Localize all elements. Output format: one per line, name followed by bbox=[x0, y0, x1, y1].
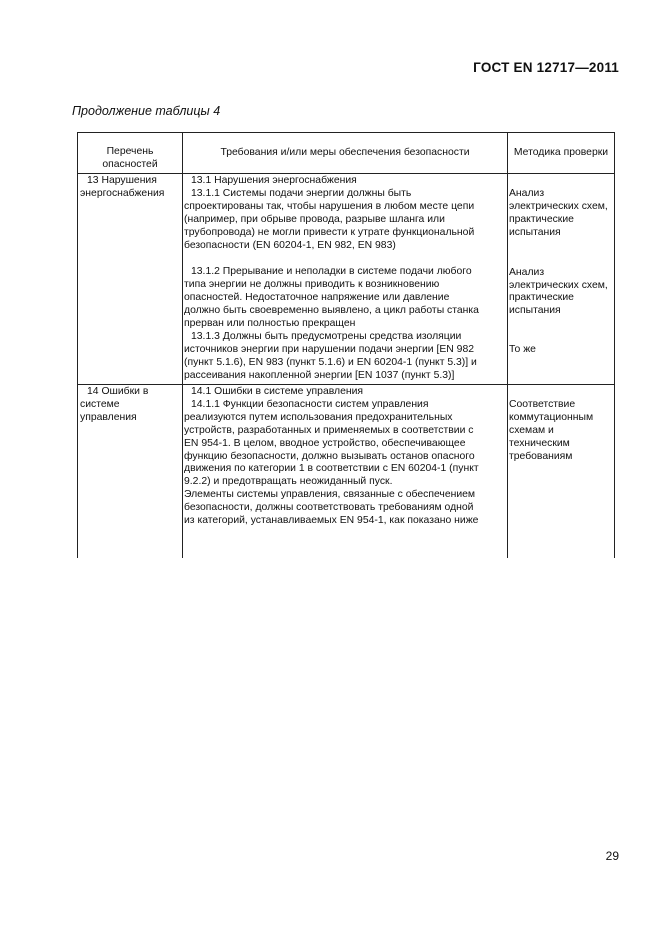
requirement-line: 9.2.2) и предотвращать неожиданный пуск. bbox=[184, 476, 393, 488]
hazard-cell bbox=[78, 385, 183, 558]
requirement-line: источников энергии при нарушении подачи энергии [EN 982 bbox=[184, 343, 475, 355]
verification-line: Анализ bbox=[509, 266, 545, 278]
verification-cell bbox=[508, 385, 615, 558]
requirement-line: (например, при обрыве провода, разрыве шланга или bbox=[184, 213, 445, 225]
verification-line: практические bbox=[509, 292, 574, 304]
hazard-text-line: 13 Нарушения bbox=[87, 175, 157, 186]
table-caption: Продолжение таблицы 4 bbox=[72, 104, 221, 118]
requirements-cell bbox=[183, 174, 508, 385]
requirement-line: (пункт 5.1.6), EN 983 (пункт 5.1.6) и EN 60204-1 (пункт 5.3)] и bbox=[184, 356, 477, 368]
requirement-line: 13.1 Нарушения энергоснабжения bbox=[191, 175, 357, 186]
requirement-line: движения по категории 1 в соответствии с EN 60204-1 (пункт bbox=[184, 463, 479, 475]
verification-line: практические bbox=[509, 213, 574, 225]
requirement-line: 13.1.2 Прерывание и неполадки в системе подачи любого bbox=[191, 266, 472, 278]
column-header-requirements-label: Требования и/или меры обеспечения безопасности bbox=[220, 146, 470, 158]
verification-line: техническим bbox=[509, 437, 570, 449]
column-header-verification bbox=[508, 133, 615, 174]
requirement-line: 13.1.1 Системы подачи энергии должны быть bbox=[191, 187, 412, 199]
requirement-line: безопасности (EN 60204-1, EN 982, EN 983) bbox=[184, 239, 396, 251]
requirement-line: реализуются путем использования предохранительных bbox=[184, 411, 453, 423]
verification-line: электрических схем, bbox=[509, 279, 608, 291]
verification-line: То же bbox=[509, 344, 536, 356]
requirement-line: 14.1 Ошибки в системе управления bbox=[191, 386, 364, 397]
verification-line: Анализ bbox=[509, 188, 545, 199]
requirement-line: устройств, разработанных и применяемых в соответствии с bbox=[184, 424, 474, 436]
safety-requirements-table bbox=[77, 132, 614, 556]
requirement-line: из категорий, устанавливаемых EN 954-1, как показано ниже bbox=[184, 515, 479, 527]
requirement-line: безопасности, должны соответствовать требованиям одной bbox=[184, 502, 474, 514]
table-row bbox=[78, 385, 615, 558]
requirement-line: опасностей. Недостаточное напряжение или давление bbox=[184, 292, 450, 304]
hazard-cell bbox=[78, 174, 183, 385]
column-header-hazards bbox=[78, 133, 183, 174]
verification-cell bbox=[508, 174, 615, 385]
hazard-text-line: энергоснабжения bbox=[80, 187, 165, 199]
verification-line: электрических схем, bbox=[509, 200, 608, 212]
requirement-line: трубопровода) не могли привести к утрате функциональной bbox=[184, 226, 475, 238]
document-id: ГОСТ EN 12717—2011 bbox=[473, 60, 619, 75]
requirement-line: спроектированы так, чтобы нарушения в любом месте цепи bbox=[184, 200, 475, 212]
verification-line: Соответствие bbox=[509, 399, 576, 410]
verification-line: испытания bbox=[509, 305, 561, 317]
requirement-line: прерван или полностью прекращен bbox=[184, 318, 356, 330]
requirement-line: рассеивания накопленной энергии [EN 1037 (пункт 5.3)] bbox=[184, 369, 455, 381]
verification-line: испытания bbox=[509, 226, 561, 238]
hazard-text-line: системе bbox=[80, 398, 120, 410]
requirement-line: Элементы системы управления, связанные с обеспечением bbox=[184, 489, 476, 501]
verification-line: требованиям bbox=[509, 450, 573, 462]
verification-line: коммутационным bbox=[509, 411, 594, 423]
requirements-table bbox=[77, 132, 615, 558]
hazard-text-line: 14 Ошибки в bbox=[87, 386, 149, 397]
column-header-verification-label: Методика проверки bbox=[513, 146, 609, 158]
requirement-line: должно быть своевременно выявлено, а цикл работы станка bbox=[184, 305, 479, 317]
page-number: 29 bbox=[605, 849, 619, 863]
requirements-cell bbox=[183, 385, 508, 558]
hazard-text-line: управления bbox=[80, 411, 137, 423]
table-row bbox=[78, 174, 615, 385]
requirement-line: 14.1.1 Функции безопасности систем управления bbox=[191, 398, 429, 410]
verification-line: схемам и bbox=[509, 424, 554, 436]
column-header-requirements bbox=[183, 133, 508, 174]
table-header-row bbox=[78, 133, 615, 174]
requirement-line: функцию безопасности, должно вызывать останов опасного bbox=[184, 450, 475, 462]
requirement-line: 13.1.3 Должны быть предусмотрены средства изоляции bbox=[191, 330, 462, 342]
column-header-hazards-label: Перечень опасностей bbox=[102, 146, 158, 171]
requirement-line: типа энергии не должны приводить к возникновению bbox=[184, 279, 440, 291]
requirement-line: EN 954-1. В целом, вводное устройство, обеспечивающее bbox=[184, 437, 466, 449]
